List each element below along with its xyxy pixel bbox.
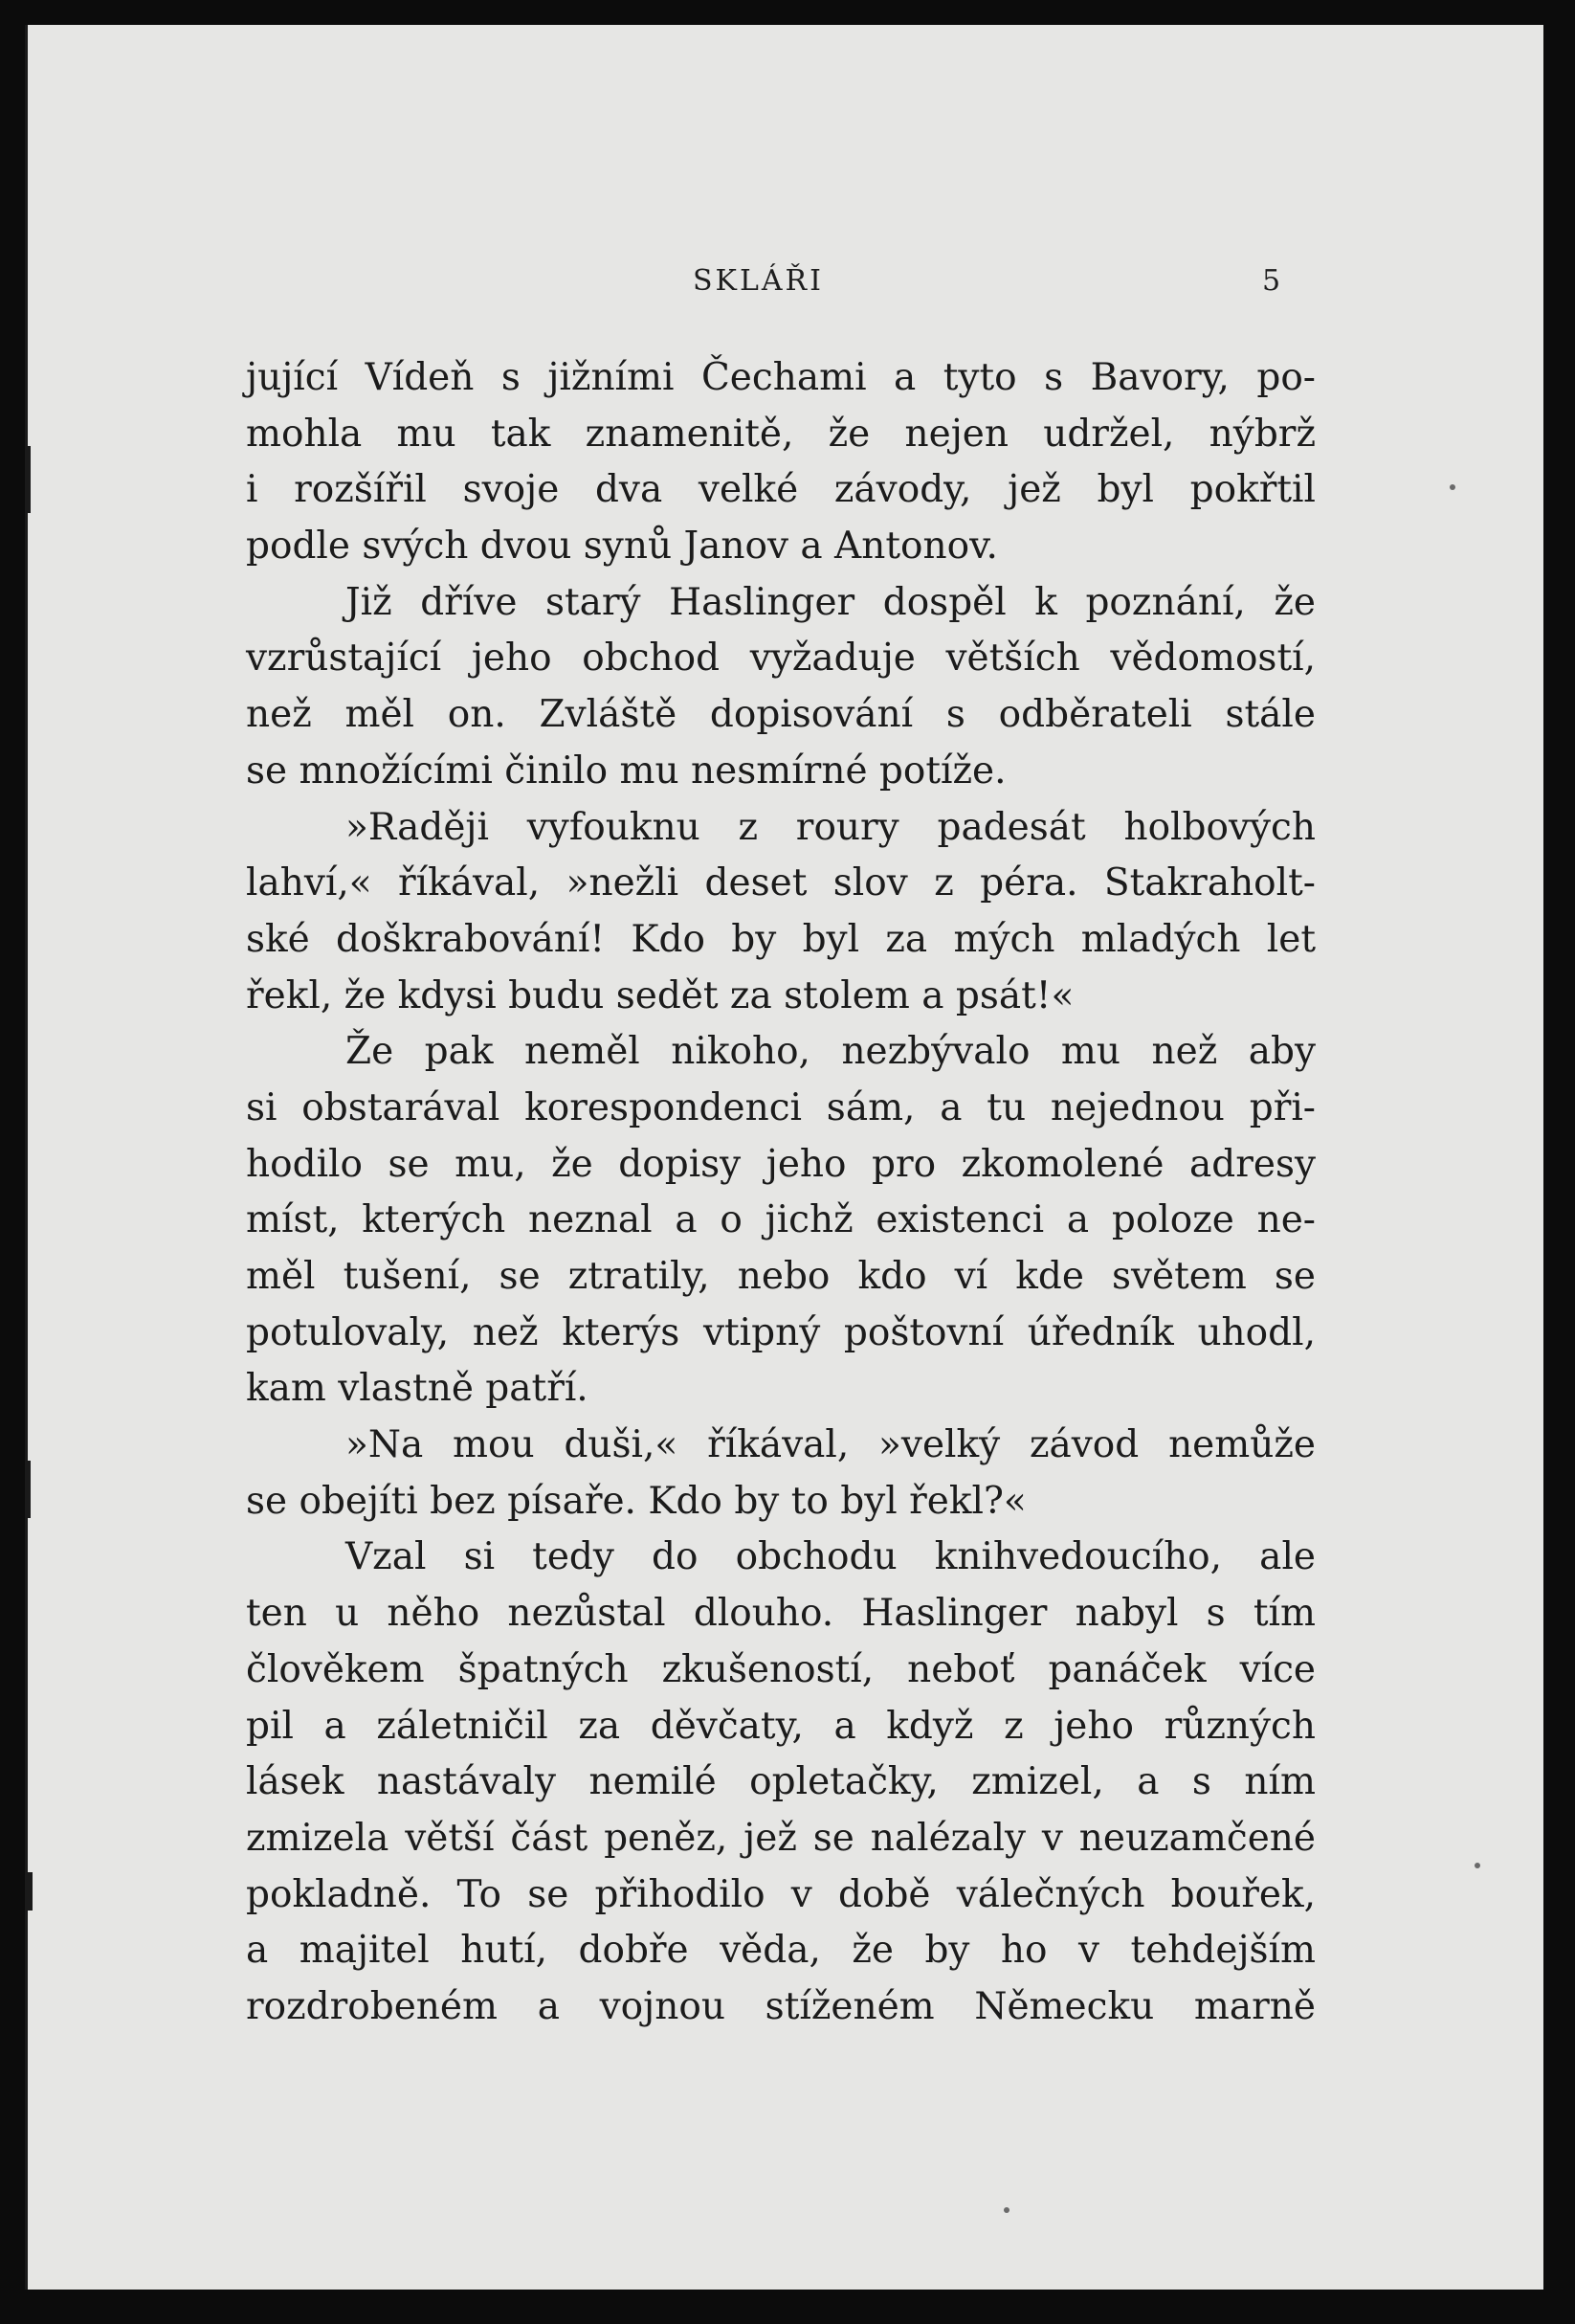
- text-line: »Raději vyfouknu z roury padesát holbových: [345, 805, 1316, 849]
- body-text: [246, 350, 1316, 2036]
- text-line: Že pak neměl nikoho, nezbývalo mu než aby: [345, 1030, 1316, 1074]
- text-line: lásek nastávaly nemilé opletačky, zmizel, a s ním: [246, 1760, 1316, 1804]
- text-line: člověkem špatných zkušeností, neboť panáček více: [246, 1647, 1316, 1691]
- text-line: jující Vídeň s jižními Čechami a tyto s Bavory, po-: [246, 356, 1316, 399]
- text-line: lahví,« říkával, »nežli deset slov z péra. Stakraholt-: [246, 861, 1316, 905]
- text-line: Vzal si tedy do obchodu knihvedoucího, ale: [345, 1535, 1316, 1579]
- paper-speck: [1475, 1863, 1480, 1868]
- page-header: [28, 264, 1543, 302]
- book-page: [25, 25, 1543, 2290]
- text-line: a majitel hutí, dobře věda, že by ho v tehdejším: [246, 1929, 1316, 1973]
- text-line: mohla mu tak znamenitě, že nejen udržel, nýbrž: [246, 412, 1316, 456]
- text-line: ské doškrabování! Kdo by byl za mých mladých let: [246, 917, 1316, 961]
- text-line: se množícími činilo mu nesmírné potíže.: [246, 749, 1007, 793]
- binding-edge-mark: [25, 1461, 31, 1518]
- page-number: 5: [1262, 264, 1281, 298]
- text-line: podle svých dvou synů Janov a Antonov.: [246, 525, 998, 569]
- text-line: měl tušení, se ztratily, nebo kdo ví kde světem se: [246, 1255, 1316, 1298]
- text-line: potulovaly, než kterýs vtipný poštovní úředník uhodl,: [246, 1310, 1316, 1354]
- text-line: pokladně. To se přihodilo v době válečných bouřek,: [246, 1872, 1316, 1916]
- running-head: SKLÁŘI: [693, 264, 824, 298]
- text-line: rozdrobeném a vojnou stíženém Německu marně: [246, 1984, 1316, 2028]
- text-line: Již dříve starý Haslinger dospěl k poznání, že: [345, 580, 1316, 624]
- text-line: ten u něho nezůstal dlouho. Haslinger nabyl s tím: [246, 1592, 1316, 1636]
- text-line: »Na mou duši,« říkával, »velký závod nemůže: [345, 1423, 1316, 1467]
- text-line: si obstarával korespondenci sám, a tu nejednou při-: [246, 1085, 1316, 1129]
- text-line: hodilo se mu, že dopisy jeho pro zkomolené adresy: [246, 1142, 1316, 1186]
- text-line: míst, kterých neznal a o jichž existenci a poloze ne-: [246, 1198, 1316, 1242]
- text-line: než měl on. Zvláště dopisování s odběrateli stále: [246, 693, 1316, 737]
- paper-speck: [1004, 2207, 1009, 2213]
- text-line: se obejíti bez písaře. Kdo by to byl řekl?«: [246, 1479, 1027, 1523]
- text-line: řekl, že kdysi budu sedět za stolem a psát!«: [246, 973, 1075, 1017]
- text-line: pil a záletničil za děvčaty, a když z jeho různých: [246, 1704, 1316, 1748]
- text-line: vzrůstající jeho obchod vyžaduje větších vědomostí,: [246, 637, 1316, 681]
- paper-speck: [1450, 484, 1455, 490]
- binding-edge-mark: [25, 1872, 33, 1911]
- text-line: kam vlastně patří.: [246, 1367, 588, 1411]
- text-line: zmizela větší část peněz, jež se nalézaly v neuzamčené: [246, 1816, 1316, 1860]
- text-line: i rozšířil svoje dva velké závody, jež byl pokřtil: [246, 468, 1316, 512]
- binding-edge-mark: [25, 446, 31, 513]
